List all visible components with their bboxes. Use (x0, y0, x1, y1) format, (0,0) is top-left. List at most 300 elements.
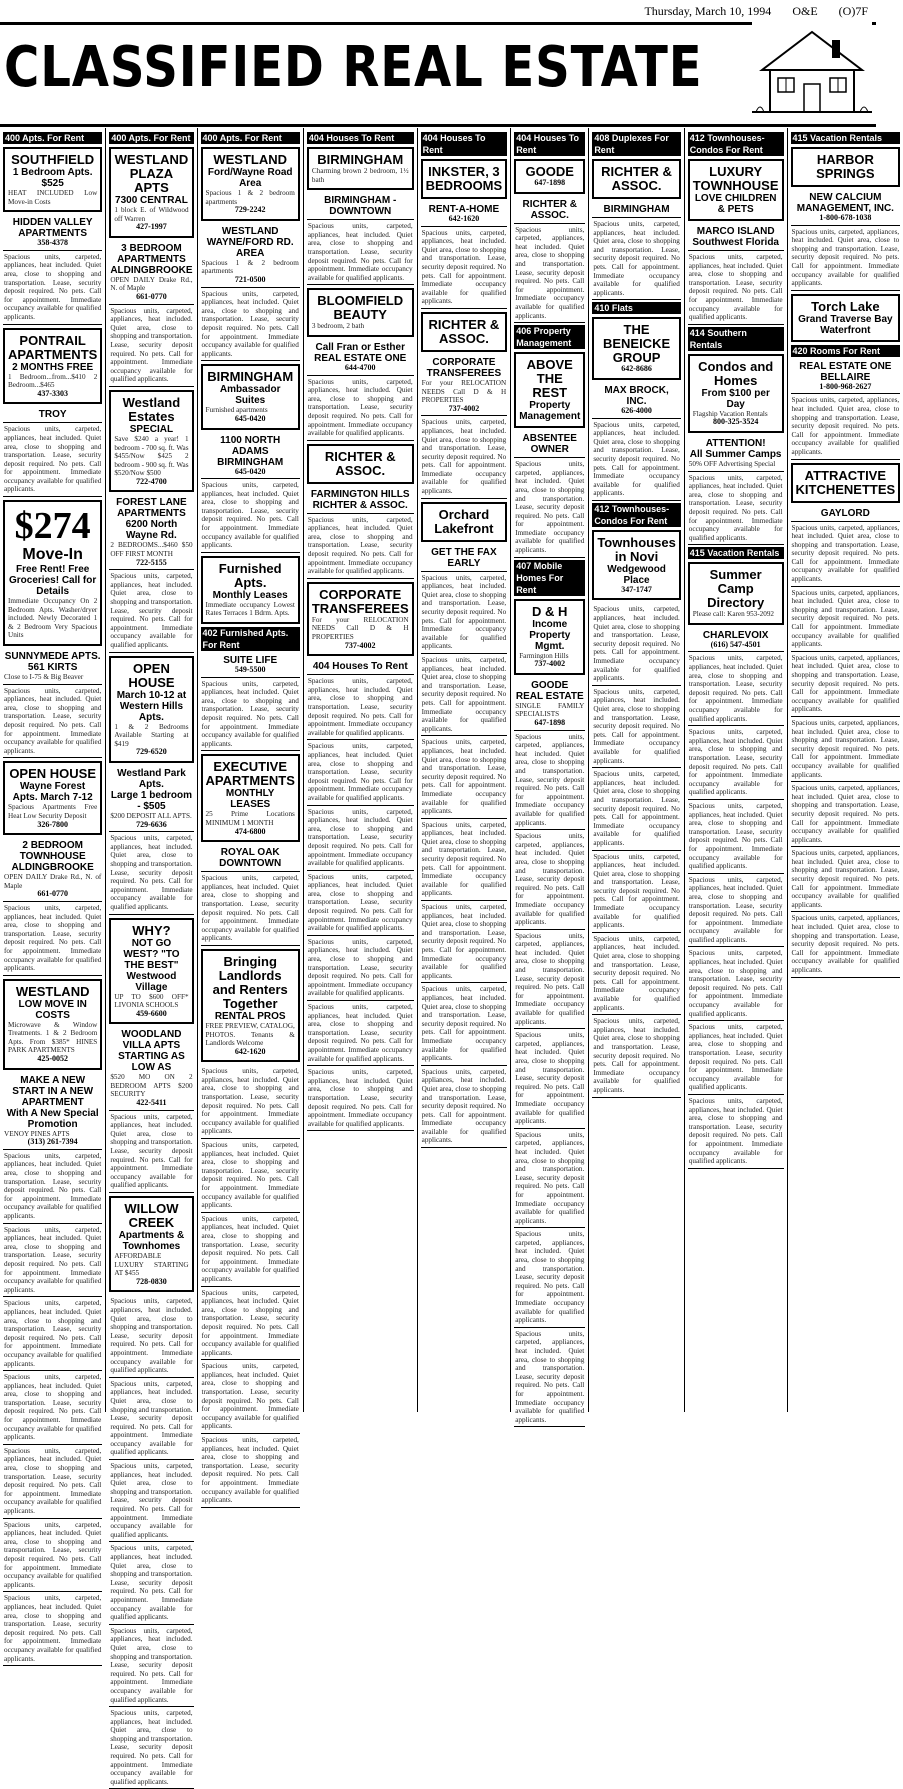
section-heading: 415 Vacation Rentals (688, 547, 784, 559)
section-heading: 404 Houses To Rent (421, 132, 508, 156)
ad-body: Spacious units, carpeted, appliances, heat included. Quiet area, close to shopping and transportation. Lease, security deposit required. No pets. Call for appointment. Immediate occupancy available for qualified applicants. (421, 656, 507, 733)
ad-headline: ATTENTION! (705, 437, 766, 449)
ad-subhead: Southwest Florida (692, 237, 779, 248)
classified-ad (3, 1150, 102, 1224)
ad-headline: ABSENTEE OWNER (522, 433, 577, 456)
ad-body: Spacious units, carpeted, appliances, heat included. Quiet area, close to shopping and transportation. Lease, security deposit required. No pets. Call for appointment. Immediate occupancy available for qualified applicants. (688, 253, 783, 322)
ad-headline: RICHTER & ASSOC. (522, 198, 577, 221)
ad-headline: RICHTER & ASSOC. (324, 448, 396, 478)
ad-body: Spacious units, carpeted, appliances, heat included. Quiet area, close to shopping and transportation. Lease, security deposit required. No pets. Call for appointment. Immediate occupancy available for qualified applicants. (201, 1436, 299, 1505)
classified-ad (201, 1287, 300, 1361)
ad-subhead: Ambassador Suites (219, 384, 281, 407)
ad-body: Spacious units, carpeted, appliances, heat included. Quiet area, close to shopping and transportation. Lease, security deposit required. No pets. Call for appointment. Immediate occupancy available for qualified applicants. (307, 515, 413, 576)
classified-ad (109, 570, 193, 652)
ad-headline: WOODLAND VILLA APTS (121, 1029, 182, 1052)
ad-body: Spacious units, carpeted, appliances, heat included. Quiet area, close to shopping and transportation. Lease, security deposit required. No pets. Call for appointment. Immediate occupancy available for qualified applicants. (421, 985, 507, 1063)
section-heading: 402 Furnished Apts. For Rent (201, 627, 300, 651)
ad-body: Spacious units, carpeted, appliances, heat included. Quiet area, close to shopping and transportation. Lease, security deposit required. No pets. Call for appointment. Immediate occupancy available for qualified applicants. (4, 903, 102, 973)
classified-ad (791, 847, 901, 912)
ad-body: Spacious units, carpeted, appliances, heat included. Quiet area, close to shopping and transportation. Lease, security deposit required. No pets. Call for appointment. Immediate occupancy available for qualified applicants. (515, 732, 585, 827)
classified-ad (514, 599, 585, 675)
classified-ad (421, 736, 508, 818)
ad-body: Spacious units, carpeted, appliances, heat included. Quiet area, close to shopping and transportation. Lease, security deposit required. No pets. Call for appointment. Immediate occupancy available for qualified applicants. (421, 228, 507, 306)
ad-body: Spacious units, carpeted, appliances, heat included. Quiet area, close to shopping and transportation. Lease, security deposit required. No pets. Call for appointment. Immediate occupancy available for qualified applicants. (307, 377, 413, 438)
ad-body: Close to I-75 & Big Beaver (4, 673, 84, 682)
ad-body: Spacious units, carpeted, appliances, heat included. Quiet area, close to shopping and transportation. Lease, security deposit required. No pets. Call for appointment. Immediate occupancy available for qualified applicants. (4, 1594, 102, 1663)
ad-body: Spacious units, carpeted, appliances, heat included. Quiet area, close to shopping and transportation. Lease, security deposit required. No pets. Call for appointment. Immediate occupancy available for qualified applicants. (4, 1520, 102, 1589)
page-number: (O)7F (838, 4, 868, 18)
classified-ad (514, 1029, 585, 1129)
ad-body: Spacious units, carpeted, appliances, heat included. Quiet area, close to shopping and transportation. Lease, security deposit required. No pets. Call for appointment. Immediate occupancy available for qualified applicants. (307, 807, 413, 868)
classified-ad (514, 159, 585, 194)
ad-headline: OPEN HOUSE (9, 766, 96, 782)
ad-body: Spacious units, carpeted, appliances, heat included. Quiet area, close to shopping and transportation. Lease, security deposit required. No pets. Call for appointment. Immediate occupancy available for qualified applicants. (110, 1544, 193, 1622)
ad-phone: 728-0830 (136, 1276, 167, 1286)
classified-ad (3, 1073, 102, 1150)
classified-ad (688, 472, 784, 546)
classified-ad (201, 433, 300, 480)
classified-ad (109, 1460, 193, 1542)
classified-ad (421, 502, 508, 542)
ad-headline: WESTLAND (15, 983, 90, 999)
classified-ad (109, 390, 193, 493)
classified-ad (3, 1297, 102, 1371)
ad-subhead: SPECIAL (129, 423, 174, 435)
ad-body: Please call: Karen 953-2092 (692, 610, 775, 619)
ad-headline: REAL ESTATE ONE (799, 360, 892, 372)
ad-phone: 459-6600 (136, 1008, 167, 1018)
ad-body: Spacious units, carpeted, appliances, heat included. Quiet area, close to shopping and transportation. Lease, security deposit required. No pets. Call for appointment. Immediate occupancy available for qualified applicants. (688, 949, 783, 1018)
ad-body: Spacious Apartments Free Heat Low Security Deposit (8, 803, 98, 820)
ad-phone: 427-1997 (136, 222, 167, 232)
ad-subhead: REAL ESTATE (515, 690, 584, 702)
classified-ad (109, 1707, 193, 1789)
classified-ad (592, 686, 680, 768)
ad-subhead: Monthly Leases (212, 589, 288, 601)
ad-headline: FOREST LANE APARTMENTS (116, 497, 187, 520)
classified-ad (421, 355, 508, 416)
classified-ad (109, 1027, 193, 1110)
classified-ad (514, 1129, 585, 1229)
ad-body: Spacious units, carpeted, appliances, heat included. Quiet area, close to shopping and transportation. Lease, security deposit required. No pets. Call for appointment. Immediate occupancy available for qualified applicants. (688, 654, 783, 723)
ad-body: 3 bedroom, 2 bath (311, 322, 365, 331)
ad-body: Spacious units, carpeted, appliances, heat included. Quiet area, close to shopping and transportation. Lease, security deposit required. No pets. Call for appointment. Immediate occupancy available for qualified applicants. (688, 801, 783, 871)
classified-column (788, 128, 903, 1412)
ad-headline: Summer Camp Directory (707, 567, 765, 611)
classified-ad (421, 1066, 508, 1148)
ad-phone: 645-0420 (234, 413, 266, 423)
classified-ad (421, 202, 508, 227)
classified-ad (307, 806, 414, 871)
classified-ad (201, 288, 300, 362)
ad-body: Spacious units, carpeted, appliances, heat included. Quiet area, close to shopping and transportation. Lease, security deposit required. No pets. Call for appointment. Immediate occupancy available for qualified applicants. (110, 1297, 193, 1375)
classified-ad (514, 458, 585, 558)
ad-body: Microwave & Window Treatments. 1 & 2 Bedroom Apts. From $385* HINES PARK APARTMENTS (8, 1020, 98, 1055)
ad-body: Spacious units, carpeted, appliances, heat included. Quiet area, close to shopping and transportation. Lease, security deposit required. No pets. Call for appointment. Immediate occupancy available for qualified applicants. (307, 742, 413, 802)
ad-phone: 326-7800 (37, 819, 68, 829)
ad-subhead: Grand Traverse Bay Waterfront (798, 313, 893, 336)
section-heading: 407 Mobile Homes For Rent (514, 560, 585, 596)
ad-body: 2 BEDROOMS...$460 $50 OFF FIRST MONTH (110, 541, 193, 559)
ad-subhead: 6200 North Wayne Rd. (125, 519, 178, 542)
ad-subhead: Wedgewood Place (607, 563, 666, 586)
ad-body: FREE PREVIEW, CATALOG, PHOTOS. Tenants & Landlords Welcome (205, 1021, 295, 1048)
classified-ad (3, 761, 102, 835)
ad-subhead: BIRMINGHAM (217, 456, 284, 468)
classified-ad (109, 1196, 193, 1292)
ad-subhead: RENTAL PROS (214, 1010, 286, 1022)
section-heading: 400 Apts. For Rent (3, 132, 102, 144)
ad-body: Spacious units, carpeted, appliances, heat included. Quiet area, close to shopping and transportation. Lease, security deposit required. No pets. Call for appointment. Immediate occupancy available for qualified applicants. (688, 473, 783, 542)
ad-body: Spacious units, carpeted, appliances, heat included. Quiet area, close to shopping and transportation. Lease, security deposit required. No pets. Call for appointment. Immediate occupancy available for qualified applicants. (4, 686, 102, 755)
ad-subhead: Wayne Forest Apts. March 7-12 (12, 781, 93, 804)
ad-headline: GOODE (525, 164, 574, 179)
ad-headline: GAYLORD (820, 507, 870, 519)
ad-body: Spacious units, carpeted, appliances, heat included. Quiet area, close to shopping and transportation. Lease, security deposit required. No pets. Call for appointment. Immediate occupancy available for qualified applicants. (515, 460, 585, 555)
ad-subhead: LOW MOVE IN COSTS (18, 998, 87, 1021)
ad-headline: CHARLEVOIX (702, 629, 769, 641)
ad-headline: BIRMINGHAM - DOWNTOWN (324, 195, 397, 218)
classified-ad (201, 224, 300, 288)
ad-headline: Westland Park Apts. (117, 767, 186, 790)
classified-ad (688, 947, 784, 1021)
ad-subhead: 7300 CENTRAL (115, 195, 188, 206)
classified-ad (3, 1371, 102, 1445)
ad-body: Spacious 1 & 2 bedroom apartments (201, 258, 299, 276)
ad-subhead: 2 MONTHS FREE (12, 361, 94, 373)
classified-ad (307, 444, 414, 484)
classified-ad (592, 383, 680, 419)
classified-ad (307, 871, 414, 936)
section-heading: 408 Duplexes For Rent (592, 132, 680, 156)
classified-ad (201, 147, 300, 221)
ad-body: Spacious units, carpeted, appliances, heat included. Quiet area, close to shopping and transportation. Lease, security deposit required. No pets. Call for appointment. Immediate occupancy available for qualified applicants. (307, 677, 413, 737)
section-heading: 412 Townhouses-Condos For Rent (688, 132, 784, 156)
classified-ad (791, 587, 901, 652)
ad-headline: HIDDEN VALLEY APARTMENTS (12, 217, 93, 240)
classified-column (106, 128, 197, 1786)
ad-body: Spacious units, carpeted, appliances, heat included. Quiet area, close to shopping and transportation. Lease, security deposit required. No pets. Call for appointment. Immediate occupancy available for qualified applicants. (201, 1362, 299, 1431)
ad-headline: Townhouses in Novi (597, 534, 676, 564)
ad-subhead: EARLY (447, 557, 481, 569)
ad-body: Spacious units, carpeted, appliances, heat included. Quiet area, close to shopping and transportation. Lease, security deposit required. No pets. Call for appointment. Immediate occupancy available for qualified applicants. (201, 481, 299, 550)
ad-phone: 721-0500 (234, 274, 266, 284)
classified-ad (109, 1542, 193, 1624)
ad-body: Spacious units, carpeted, appliances, heat included. Quiet area, close to shopping and transportation. Lease, security deposit required. No pets. Call for appointment. Immediate occupancy available for qualified applicants. (593, 220, 680, 297)
ad-headline: EXECUTIVE APARTMENTS (205, 759, 295, 789)
classified-ad (791, 463, 901, 503)
classified-ad (791, 912, 901, 977)
section-heading: 400 Apts. For Rent (201, 132, 300, 144)
classified-ad (109, 766, 193, 832)
ad-headline: BLOOMFIELD BEAUTY (317, 293, 404, 323)
classified-ad (421, 312, 508, 352)
ad-body: Spacious units, carpeted, appliances, heat included. Quiet area, close to shopping and transportation. Lease, security deposit required. No pets. Call for appointment. Immediate occupancy available for qualified applicants. (201, 1288, 299, 1357)
ad-subhead: Property Management (519, 400, 581, 423)
ad-headline: BIRMINGHAM (603, 204, 670, 215)
ad-body: Furnished apartments (205, 406, 268, 415)
classified-ad (3, 979, 102, 1070)
ad-subhead: 1 Bedroom Apts. $525 (12, 167, 93, 189)
ad-phone: 661-0770 (136, 291, 167, 301)
ad-headline: Call Fran or Esther (315, 341, 405, 353)
section-heading: 415 Vacation Rentals (791, 132, 901, 144)
classified-ad (421, 159, 508, 199)
section-heading: 400 Apts. For Rent (109, 132, 193, 144)
classified-ad (307, 740, 414, 805)
ad-headline: SUITE LIFE (223, 655, 278, 667)
ad-body: Spacious units, carpeted, appliances, heat included. Quiet area, close to shopping and transportation. Lease, security deposit required. No pets. Call for appointment. Immediate occupancy available for qualified applicants. (791, 588, 900, 649)
ad-headline: CORPORATE TRANSFEREES (311, 586, 409, 616)
classified-ad (688, 726, 784, 800)
ad-phone: 722-4700 (136, 476, 167, 486)
ad-subhead: From $100 per Day (701, 387, 770, 410)
ad-body: Spacious units, carpeted, appliances, heat included. Quiet area, close to shopping and transportation. Lease, security deposit required. No pets. Call for appointment. Immediate occupancy available for qualified applicants. (307, 1068, 413, 1128)
ad-body: Spacious units, carpeted, appliances, heat included. Quiet area, close to shopping and transportation. Lease, security deposit required. No pets. Call for appointment. Immediate occupancy available for qualified applicants. (688, 728, 783, 797)
ad-subhead: WAYNE/FORD RD. AREA (206, 236, 294, 259)
classified-ad (3, 649, 102, 685)
classified-ad (201, 845, 300, 872)
ad-body: Spacious units, carpeted, appliances, heat included. Quiet area, close to shopping and transportation. Lease, security deposit required. No pets. Call for appointment. Immediate occupancy available for qualified applicants. (110, 834, 193, 911)
ad-headline: WESTLAND PLAZA APTS (114, 152, 189, 195)
ad-phone: 642-1620 (448, 214, 480, 223)
ad-body: Spacious units, carpeted, appliances, heat included. Quiet area, close to shopping and transportation. Lease, security deposit required. No pets. Call for appointment. Immediate occupancy available for qualified applicants. (4, 1151, 102, 1220)
classified-ad (307, 376, 414, 441)
ad-phone: 425-0052 (37, 1054, 68, 1064)
ad-body: Spacious 1 & 2 bedroom apartments (205, 189, 295, 206)
ad-body: Flagship Vacation Rentals (692, 409, 768, 418)
ad-body: Spacious units, carpeted, appliances, heat included. Quiet area, close to shopping and transportation. Lease, security deposit required. No pets. Call for appointment. Immediate occupancy available for qualified applicants. (791, 523, 900, 584)
ad-subhead: BELLAIRE (820, 371, 871, 383)
ad-body: Spacious units, carpeted, appliances, heat included. Quiet area, close to shopping and transportation. Lease, security deposit required. No pets. Call for appointment. Immediate occupancy available for qualified applicants. (791, 914, 900, 974)
classified-column (198, 128, 304, 1505)
classified-ad (592, 768, 680, 850)
ad-body: Spacious units, carpeted, appliances, heat included. Quiet area, close to shopping and transportation. Lease, security deposit required. No pets. Call for appointment. Immediate occupancy available for qualified applicants. (201, 874, 299, 943)
classified-ad (201, 479, 300, 553)
classified-ad (109, 495, 193, 570)
ad-body: Spacious units, carpeted, appliances, heat included. Quiet area, close to shopping and transportation. Lease, security deposit required. No pets. Call for appointment. Immediate occupancy available for qualified applicants. (593, 605, 680, 683)
classified-ad (201, 1065, 300, 1139)
ad-subhead: LOVE CHILDREN & PETS (694, 193, 777, 215)
ad-body: Spacious units, carpeted, appliances, heat included. Quiet area, close to shopping and transportation. Lease, security deposit required. No pets. Call for appointment. Immediate occupancy available for qualified applicants. (688, 875, 783, 944)
ad-phone: (616) 547-4501 (710, 639, 761, 649)
classified-ad (109, 1625, 193, 1707)
ad-body: Spacious units, carpeted, appliances, heat included. Quiet area, close to shopping and transportation. Lease, security deposit required. No pets. Call for appointment. Immediate occupancy available for qualified applicants. (421, 1067, 507, 1145)
ad-headline: WHY? (132, 922, 171, 938)
ad-subhead: With A New Special Promotion (6, 1107, 99, 1130)
classified-ad (201, 653, 300, 678)
ad-body: Spacious units, carpeted, appliances, heat included. Quiet area, close to shopping and transportation. Lease, security deposit required. No pets. Call for appointment. Immediate occupancy available for qualified applicants. (307, 1003, 413, 1063)
classified-ad (307, 675, 414, 740)
page-header (0, 0, 876, 128)
classified-ad (688, 652, 784, 726)
classified-ad (514, 731, 585, 831)
ad-headline: BIRMINGHAM (317, 152, 404, 167)
ad-subhead: RICHTER & ASSOC. (312, 499, 408, 511)
ad-subhead: NOT GO WEST? "TO THE BEST" Westwood Village (123, 937, 180, 993)
ad-headline: LUXURY TOWNHOUSE (692, 164, 779, 193)
ad-body: Spacious units, carpeted, appliances, heat included. Quiet area, close to shopping and transportation. Lease, security deposit required. No pets. Call for appointment. Immediate occupancy available for qualified applicants. (110, 572, 193, 649)
ad-subhead: ALDINGBROOKE (11, 862, 94, 874)
classified-ad (3, 215, 102, 251)
ad-phone: 437-3303 (37, 388, 68, 398)
section-heading: 420 Rooms For Rent (791, 345, 901, 357)
ad-phone: 800-325-3524 (712, 417, 759, 427)
ad-phone: 661-0770 (37, 889, 68, 899)
ad-body: Spacious units, carpeted, appliances, heat included. Quiet area, close to shopping and transportation. Lease, security deposit required. No pets. Call for appointment. Immediate occupancy available for qualified applicants. (110, 1379, 193, 1457)
ad-body: Spacious units, carpeted, appliances, heat included. Quiet area, close to shopping and transportation. Lease, security deposit required. No pets. Call for appointment. Immediate occupancy available for qualified applicants. (421, 573, 507, 651)
ad-body: Spacious units, carpeted, appliances, heat included. Quiet area, close to shopping and transportation. Lease, security deposit required. No pets. Call for appointment. Immediate occupancy available for qualified applicants. (593, 934, 680, 1012)
classified-ad (592, 317, 680, 380)
ad-body: 1 block E. of Wildwood off Warren (114, 206, 189, 223)
ad-body: Spacious units, carpeted, appliances, heat included. Quiet area, close to shopping and transportation. Lease, security deposit required. No pets. Call for appointment. Immediate occupancy available for qualified applicants. (421, 418, 507, 496)
ad-headline: CORPORATE TRANSFEREES (426, 356, 502, 379)
classified-ad (791, 522, 901, 587)
ad-body: Spacious units, carpeted, appliances, heat included. Quiet area, close to shopping and transportation. Lease, security deposit required. No pets. Call for appointment. Immediate occupancy available for qualified applicants. (307, 222, 413, 282)
classified-ad (3, 423, 102, 497)
ad-subhead: Apartments & Townhomes (118, 1230, 185, 1252)
section-heading: 404 Houses To Rent (514, 132, 585, 156)
classified-ad (514, 930, 585, 1030)
header-bottom-rule (0, 124, 876, 127)
ad-headline: SOUTHFIELD (11, 152, 95, 167)
ad-subhead: MONTHLY LEASES (225, 788, 275, 811)
ad-body: Spacious units, carpeted, appliances, heat included. Quiet area, close to shopping and transportation. Lease, security deposit required. No pets. Call for appointment. Immediate occupancy available for qualified applicants. (593, 852, 680, 930)
ad-subhead: Free Rent! Free Groceries! Call for Details (9, 564, 97, 598)
classified-ad (791, 652, 901, 717)
ad-phone: 647-1898 (534, 718, 566, 728)
ad-headline: GOODE (531, 679, 569, 691)
ad-headline: GET THE FAX (431, 546, 497, 558)
classified-ad (201, 1360, 300, 1434)
ad-headline: HARBOR SPRINGS (816, 152, 875, 181)
ad-body: Spacious units, carpeted, appliances, heat included. Quiet area, close to shopping and transportation. Lease, security deposit required. No pets. Call for appointment. Immediate occupancy available for qualified applicants. (688, 1023, 783, 1092)
ad-body: Spacious units, carpeted, appliances, heat included. Quiet area, close to shopping and transportation. Lease, security deposit required. No pets. Call for appointment. Immediate occupancy available for qualified applicants. (307, 937, 413, 998)
classified-ad (109, 241, 193, 305)
section-heading: 404 Houses To Rent (307, 132, 414, 144)
classified-ad (307, 220, 414, 285)
ad-body: Spacious units, carpeted, appliances, heat included. Quiet area, close to shopping and transportation. Lease, security deposit required. No pets. Call for appointment. Immediate occupancy available for qualified applicants. (110, 1709, 193, 1786)
ad-headline: ROYAL OAK DOWNTOWN (219, 847, 282, 870)
ad-body: Spacious units, carpeted, appliances, heat included. Quiet area, close to shopping and transportation. Lease, security deposit required. No pets. Call for appointment. Immediate occupancy available for qualified applicants. (4, 425, 102, 494)
classified-ad (421, 227, 508, 309)
ad-headline: PONTRAIL APARTMENTS (8, 332, 98, 362)
classified-ad (688, 159, 784, 221)
ad-body: Spacious units, carpeted, appliances, heat included. Quiet area, close to shopping and transportation. Lease, security deposit required. No pets. Call for appointment. Immediate occupancy available for qualified applicants. (791, 227, 900, 288)
classified-ad (307, 340, 414, 376)
classified-ad (109, 1295, 193, 1377)
ad-body: For your RELOCATION NEEDS Call D & H PROPERTIES (311, 615, 409, 642)
ad-phone: 642-1620 (234, 1046, 266, 1056)
ad-body: Spacious units, carpeted, appliances, heat included. Quiet area, close to shopping and transportation. Lease, security deposit required. No pets. Call for appointment. Immediate occupancy available for qualified applicants. (515, 931, 585, 1026)
ad-headline: INKSTER, 3 BEDROOMS (425, 164, 503, 193)
ad-body: Spacious units, carpeted, appliances, heat included. Quiet area, close to shopping and transportation. Lease, security deposit required. No pets. Call for appointment. Immediate occupancy available for qualified applicants. (4, 252, 102, 321)
ad-headline: WESTLAND (221, 225, 279, 237)
classified-ad (688, 436, 784, 472)
classified-ad (688, 800, 784, 874)
ad-price: $274 (14, 505, 91, 548)
classified-ad (791, 359, 901, 395)
ad-phone: 729-6636 (136, 819, 167, 829)
ad-subhead: Large 1 bedroom - $505 (110, 789, 192, 812)
ad-phone: 626-4000 (621, 405, 652, 415)
ad-body: Spacious units, carpeted, appliances, heat included. Quiet area, close to shopping and transportation. Lease, security deposit required. No pets. Call for appointment. Immediate occupancy available for qualified applicants. (515, 1130, 585, 1225)
ad-headline: MARCO ISLAND (696, 226, 775, 237)
classified-ad (514, 1228, 585, 1328)
classified-ad (514, 678, 585, 731)
ad-body: Spacious units, carpeted, appliances, heat included. Quiet area, close to shopping and transportation. Lease, security deposit required. No pets. Call for appointment. Immediate occupancy available for qualified applicants. (201, 679, 299, 748)
ad-phone: 474-6800 (234, 826, 266, 836)
ad-body: 1 Bedroom...from...$410 2 Bedroom...$465 (8, 372, 98, 390)
ad-subhead: All Summer Camps (689, 448, 782, 460)
ad-phone: 358-4378 (37, 238, 68, 248)
classified-ad (421, 901, 508, 983)
ad-body: Spacious units, carpeted, appliances, heat included. Quiet area, close to shopping and transportation. Lease, security deposit required. No pets. Call for appointment. Immediate occupancy available for qualified applicants. (593, 420, 680, 498)
ad-body: Immediate Occupancy On 2 Bedroom Apts. Washer/dryer included. Newly Decorated 1 & 2 Bedroom Very Spacious Units (8, 597, 98, 640)
ad-body: Spacious units, carpeted, appliances, heat included. Quiet area, close to shopping and transportation. Lease, security deposit required. No pets. Call for appointment. Immediate occupancy available for qualified applicants. (515, 225, 585, 320)
ad-headline: SUNNYMEDE APTS. (4, 651, 101, 663)
ad-body: Immediate occupancy Lowest Rates Terraces 1 Bdrm. Apts. (205, 600, 295, 618)
classified-ad (3, 147, 102, 212)
classified-ad (688, 874, 784, 948)
ad-phone: 737-4002 (534, 659, 566, 669)
classified-ad (514, 224, 585, 324)
classified-ad (307, 288, 414, 337)
classified-ad (3, 328, 102, 405)
classified-ad (592, 851, 680, 933)
ad-subhead: STARTING AS LOW AS (118, 1051, 185, 1074)
ad-headline: MAX BROCK, INC. (604, 384, 669, 407)
classified-ad (3, 407, 102, 423)
ad-body: Spacious units, carpeted, appliances, heat included. Quiet area, close to shopping and transportation. Lease, security deposit required. No pets. Call for appointment. Immediate occupancy available for qualified applicants. (4, 1446, 102, 1515)
ad-subhead: 561 KIRTS (27, 662, 78, 674)
ad-body: Spacious units, carpeted, appliances, heat included. Quiet area, close to shopping and transportation. Lease, security deposit required. No pets. Call for appointment. Immediate occupancy available for qualified applicants. (791, 784, 900, 844)
ad-phone: 422-5411 (136, 1098, 167, 1108)
ad-body: Spacious units, carpeted, appliances, heat included. Quiet area, close to shopping and transportation. Lease, security deposit required. No pets. Call for appointment. Immediate occupancy available for qualified applicants. (201, 1214, 299, 1283)
ad-phone: 644-4700 (344, 362, 376, 372)
ad-body: Spacious units, carpeted, appliances, heat included. Quiet area, close to shopping and transportation. Lease, security deposit required. No pets. Call for appointment. Immediate occupancy available for qualified applicants. (791, 718, 900, 779)
ad-phone: (313) 261-7394 (27, 1137, 78, 1147)
ad-subhead: Income Property Mgmt. (529, 618, 571, 652)
ad-body: VENOY PINES APTS (4, 1129, 70, 1138)
classified-ad (109, 656, 193, 763)
ad-body: 50% OFF Advertising Special (688, 459, 776, 468)
classified-ad (307, 936, 414, 1001)
ad-headline: MAKE A NEW START IN A NEW APARTMENT (12, 1074, 94, 1108)
ad-body: SINGLE FAMILY SPECIALISTS (515, 701, 585, 719)
classified-ad (791, 147, 901, 187)
classified-ad (201, 1434, 300, 1508)
classified-ad (688, 251, 784, 325)
ad-subhead: March 10-12 at Western Hills Apts. (116, 689, 187, 723)
classified-ad (3, 251, 102, 325)
ad-body: Spacious units, carpeted, appliances, heat included. Quiet area, close to shopping and transportation. Lease, security deposit required. No pets. Call for appointment. Immediate occupancy available for qualified applicants. (791, 849, 900, 909)
classified-ad (3, 902, 102, 976)
classified-ad (3, 1445, 102, 1519)
classified-ad (109, 1111, 193, 1193)
ad-body: Spacious units, carpeted, appliances, heat included. Quiet area, close to shopping and transportation. Lease, security deposit required. No pets. Call for appointment. Immediate occupancy available for qualified applicants. (515, 1329, 585, 1424)
ad-headline: Furnished Apts. (218, 560, 282, 590)
classified-ad (201, 1139, 300, 1213)
ad-headline: 404 Houses To Rent (312, 661, 408, 673)
ad-phone: 722-5155 (136, 557, 167, 567)
paper-name: O&E (792, 4, 818, 18)
dateline (626, 4, 868, 19)
ad-headline: WILLOW CREEK (124, 1201, 179, 1230)
section-heading: 412 Townhouses-Condos For Rent (592, 503, 680, 527)
ad-headline: FARMINGTON HILLS (310, 488, 410, 500)
ad-body: Spacious units, carpeted, appliances, heat included. Quiet area, close to shopping and transportation. Lease, security deposit required. No pets. Call for appointment. Immediate occupancy available for qualified applicants. (110, 1462, 193, 1539)
